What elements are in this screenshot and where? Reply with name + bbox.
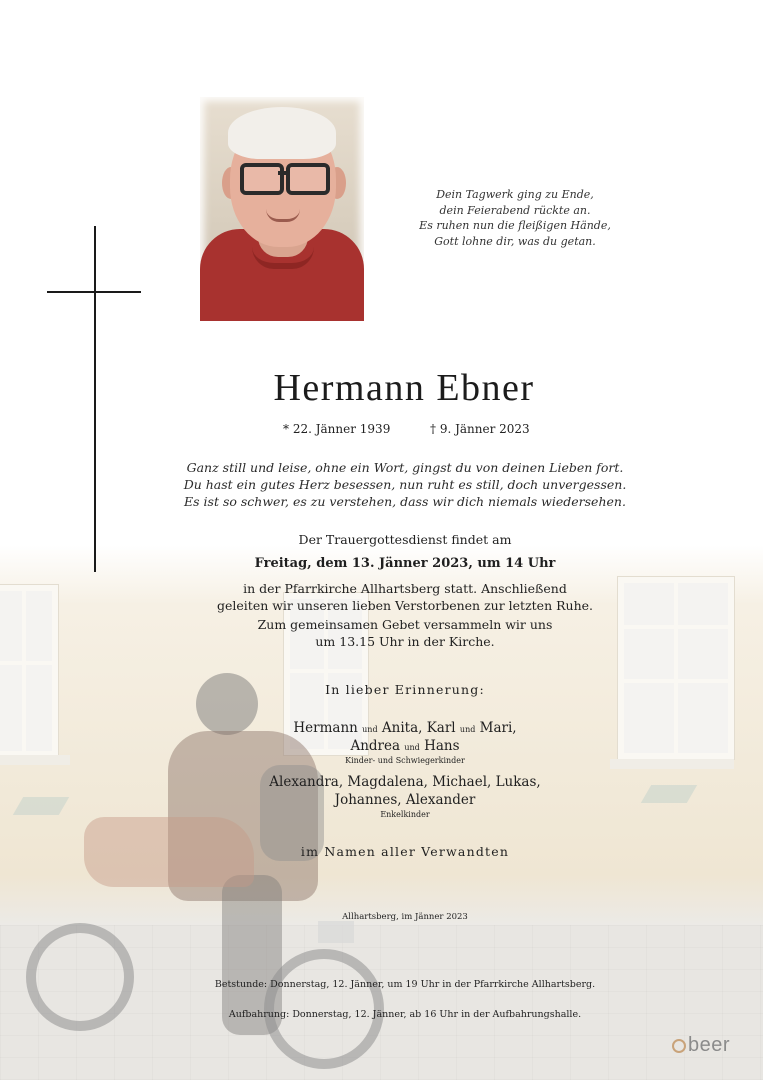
birth-date: * 22. Jänner 1939 — [283, 422, 391, 436]
service-intro: Der Trauergottesdienst findet am — [298, 532, 512, 547]
service-date: Freitag, dem 13. Jänner 2023, um 14 Uhr — [254, 556, 556, 571]
verse-line: Ganz still und leise, ohne ein Wort, gingst du von deinen Lieben fort. — [186, 460, 624, 475]
memorial-verse — [150, 459, 660, 510]
death-date: † 9. Jänner 2023 — [430, 422, 530, 436]
viewing-info: Aufbahrung: Donnerstag, 12. Jänner, ab 16 Uhr in der Aufbahrungshalle. — [228, 1009, 582, 1020]
cross-icon-bar — [47, 291, 141, 293]
grandchildren-list: Alexandra, Magdalena, Michael, Lukas, Johannes, Alexander Enkelkinder — [150, 773, 660, 821]
motorbike-front-wheel — [26, 923, 134, 1031]
verse-line: Du hast ein gutes Herz besessen, nun ruht es still, doch unvergessen. — [183, 477, 627, 492]
service-place: in der Pfarrkirche Allhartsberg statt. Anschließend geleiten wir unseren lieben Verstorbenen zur letzten Ruhe. — [217, 581, 593, 613]
beer-logo-icon — [672, 1039, 686, 1053]
deceased-name: Hermann Ebner — [273, 367, 535, 409]
children-caption: Kinder- und Schwiegerkinder — [345, 756, 465, 765]
grandchildren-caption: Enkelkinder — [380, 810, 430, 819]
wake-info: Betstunde: Donnerstag, 12. Jänner, um 19 Uhr in der Pfarrkirche Allhartsberg. — [214, 979, 596, 990]
verse-line: Es ist so schwer, es zu verstehen, dass wir dich niemals wiedersehen. — [184, 494, 626, 509]
prayer-info: Zum gemeinsamen Gebet versammeln wir uns um 13.15 Uhr in der Kirche. — [257, 617, 553, 649]
place-date: Allhartsberg, im Jänner 2023 — [342, 912, 468, 922]
poem-line: dein Feierabend rückte an. — [439, 203, 591, 217]
poem-line: Es ruhen nun die fleißigen Hände, — [419, 219, 611, 232]
children-line: Andrea und Hans — [350, 738, 460, 754]
remembrance-heading: In lieber Erinnerung: — [325, 682, 485, 697]
children-line: Hermann und Anita, Karl und Mari, — [293, 720, 517, 736]
children-list — [150, 719, 660, 767]
motorbike-plate — [318, 921, 354, 943]
portrait-photo — [200, 97, 364, 321]
window-sill-left — [0, 755, 70, 765]
relatives-line: im Namen aller Verwandten — [300, 844, 510, 859]
window-left — [0, 585, 58, 757]
glasses — [240, 163, 284, 195]
memorial-poem — [390, 187, 640, 249]
poem-line: Dein Tagwerk ging zu Ende, — [436, 188, 594, 201]
funeral-home-logo: beer — [672, 1034, 730, 1057]
poem-line: Gott lohne dir, was du getan. — [434, 234, 596, 248]
